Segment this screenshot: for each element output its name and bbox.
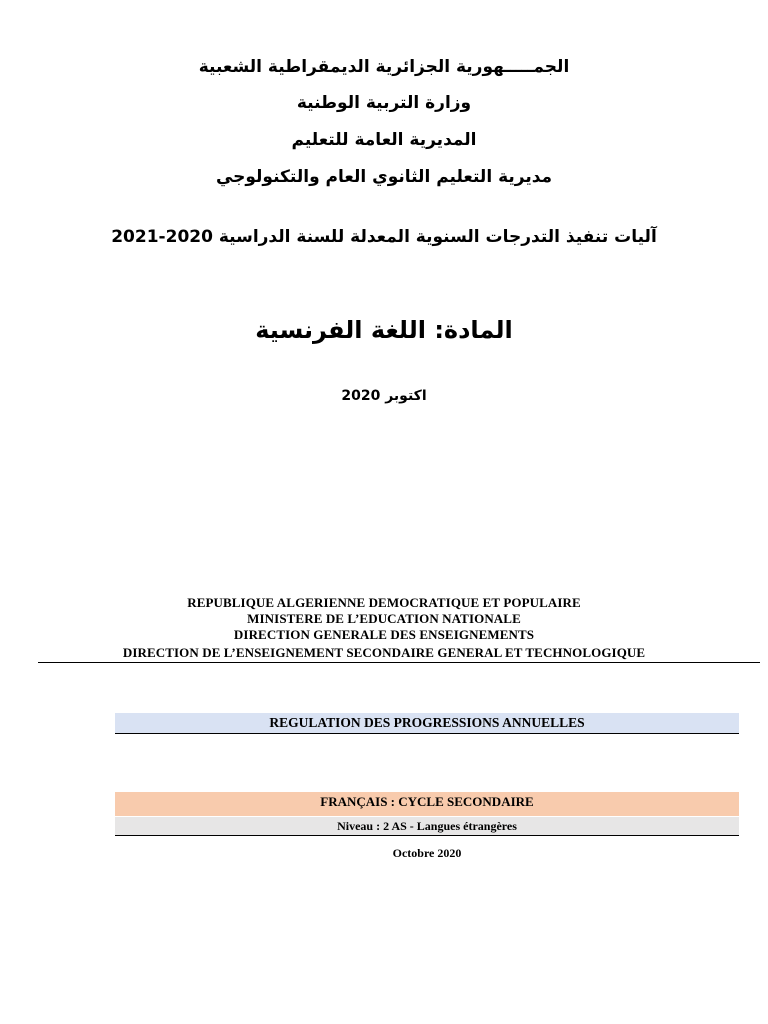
regulation-title-band: REGULATION DES PROGRESSIONS ANNUELLES [115, 713, 739, 734]
french-republic-title: REPUBLIQUE ALGERIENNE DEMOCRATIQUE ET POPULAIRE [187, 595, 581, 610]
arabic-directorate-secondary: مديرية التعليم الثانوي العام والتكنولوجي [215, 167, 553, 187]
header-divider [38, 662, 760, 663]
arabic-ministry-title: وزارة التربية الوطنية [296, 93, 472, 113]
arabic-plan-title: آليات تنفيذ التدرجات السنوية المعدلة للسنة الدراسية 2020-2021 [111, 227, 657, 247]
subject-band: FRANÇAIS : CYCLE SECONDAIRE [115, 792, 739, 816]
level-band: Niveau : 2 AS - Langues étrangères [115, 817, 739, 836]
french-ministry-title: MINISTERE DE L’EDUCATION NATIONALE [247, 611, 521, 626]
arabic-date: اكتوبر 2020 [341, 388, 427, 404]
arabic-republic-title: الجمـــــهورية الجزائرية الديمقراطية الشعبية [198, 57, 570, 77]
arabic-directorate-general: المديرية العامة للتعليم [291, 130, 477, 150]
french-directorate-general: DIRECTION GENERALE DES ENSEIGNEMENTS [233, 627, 535, 642]
arabic-subject-title: المادة: اللغة الفرنسية [255, 316, 513, 344]
french-date: Octobre 2020 [392, 846, 462, 860]
french-directorate-secondary: DIRECTION DE L’ENSEIGNEMENT SECONDAIRE GENERAL ET TECHNOLOGIQUE [122, 645, 646, 660]
